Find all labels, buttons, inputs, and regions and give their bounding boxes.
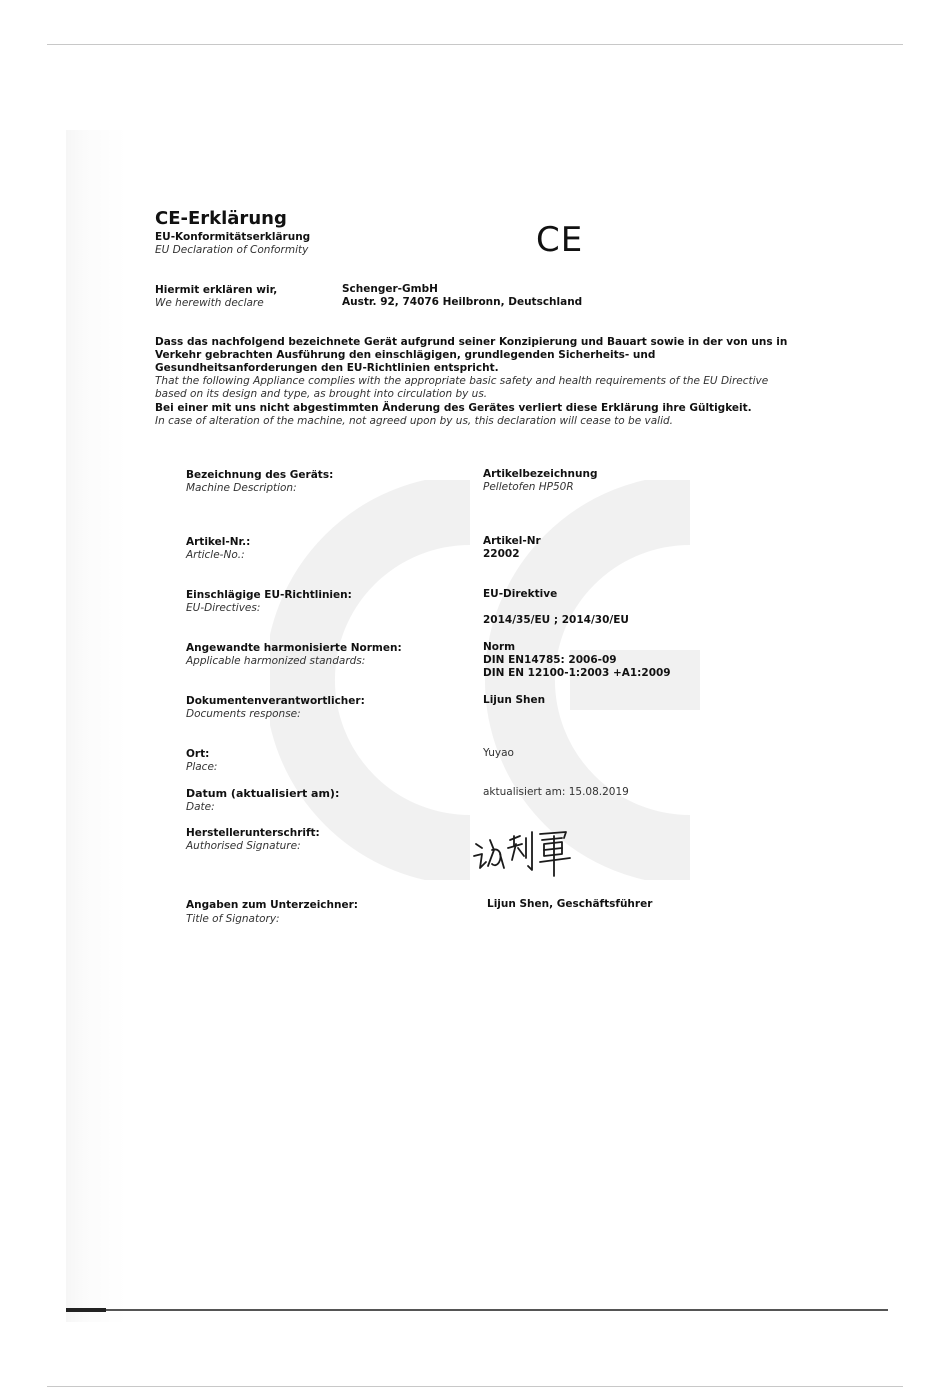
declarant-label-en: We herewith declare [155, 297, 264, 309]
device-value-title: Artikelbezeichnung [483, 468, 598, 480]
bottom-divider [47, 1386, 903, 1387]
statement-de-line3: Gesundheitsanforderungen den EU-Richtlinien entspricht. [155, 362, 499, 374]
statement-de-line1: Dass das nachfolgend bezeichnete Gerät aufgrund seiner Konzipierung und Bauart sowie in der von uns in [155, 336, 788, 348]
signatory-label-de: Angaben zum Unterzeichner: [186, 899, 358, 911]
article-label-en: Article-No.: [186, 549, 245, 561]
subtitle-en: EU Declaration of Conformity [155, 244, 309, 256]
responsible-value: Lijun Shen [483, 694, 546, 706]
top-divider [47, 44, 903, 45]
statement-en-line2: based on its design and type, as brought into circulation by us. [155, 388, 488, 400]
norms-label-en: Applicable harmonized standards: [186, 655, 366, 667]
date-label-de: Datum (aktualisiert am): [186, 787, 340, 800]
validity-de: Bei einer mit uns nicht abgestimmten Änderung des Gerätes verliert diese Erklärung ihre Gültigkeit. [155, 402, 752, 414]
scan-edge-line [66, 1309, 888, 1311]
company-name: Schenger-GmbH [342, 283, 438, 295]
device-value: Pelletofen HP50R [483, 481, 574, 493]
device-label-de: Bezeichnung des Geräts: [186, 469, 334, 481]
validity-en: In case of alteration of the machine, not agreed upon by us, this declaration will cease to be valid. [155, 415, 673, 427]
subtitle-de: EU-Konformitätserklärung [155, 231, 311, 243]
norms-value-2: DIN EN 12100-1:2003 +A1:2009 [483, 667, 671, 679]
place-value: Yuyao [483, 747, 514, 759]
statement-en-line1: That the following Appliance complies with the appropriate basic safety and health requirements of the EU Directive [155, 375, 769, 387]
statement-de-line2: Verkehr gebrachten Ausführung den einschlägigen, grundlegenden Sicherheits- und [155, 349, 656, 361]
norms-label-de: Angewandte harmonisierte Normen: [186, 642, 402, 654]
place-label-de: Ort: [186, 748, 210, 760]
directives-value-title: EU-Direktive [483, 588, 558, 600]
signatory-value: Lijun Shen, Geschäftsführer [487, 898, 653, 910]
place-label-en: Place: [186, 761, 218, 773]
directives-value: 2014/35/EU ; 2014/30/EU [483, 614, 629, 626]
article-value-title: Artikel-Nr [483, 535, 541, 547]
scan-edge-mark [66, 1308, 106, 1312]
date-label-en: Date: [186, 801, 215, 813]
article-value: 22002 [483, 548, 520, 560]
ce-mark-logo: CE [536, 220, 584, 260]
declarant-label-de: Hiermit erklären wir, [155, 284, 278, 296]
signatory-label-en: Title of Signatory: [186, 913, 280, 925]
signature-label-de: Herstellerunterschrift: [186, 827, 320, 839]
responsible-label-de: Dokumentenverantwortlicher: [186, 695, 365, 707]
responsible-label-en: Documents response: [186, 708, 301, 720]
article-label-de: Artikel-Nr.: [186, 536, 251, 548]
norms-value-1: DIN EN14785: 2006-09 [483, 654, 617, 666]
company-address: Austr. 92, 74076 Heilbronn, Deutschland [342, 296, 583, 308]
date-value: aktualisiert am: 15.08.2019 [483, 786, 629, 798]
handwritten-signature [470, 826, 580, 878]
device-label-en: Machine Description: [186, 482, 297, 494]
document-title: CE-Erklärung [155, 208, 287, 229]
directives-label-de: Einschlägige EU-Richtlinien: [186, 589, 352, 601]
directives-label-en: EU-Directives: [186, 602, 261, 614]
signature-label-en: Authorised Signature: [186, 840, 301, 852]
norms-value-title: Norm [483, 641, 516, 653]
